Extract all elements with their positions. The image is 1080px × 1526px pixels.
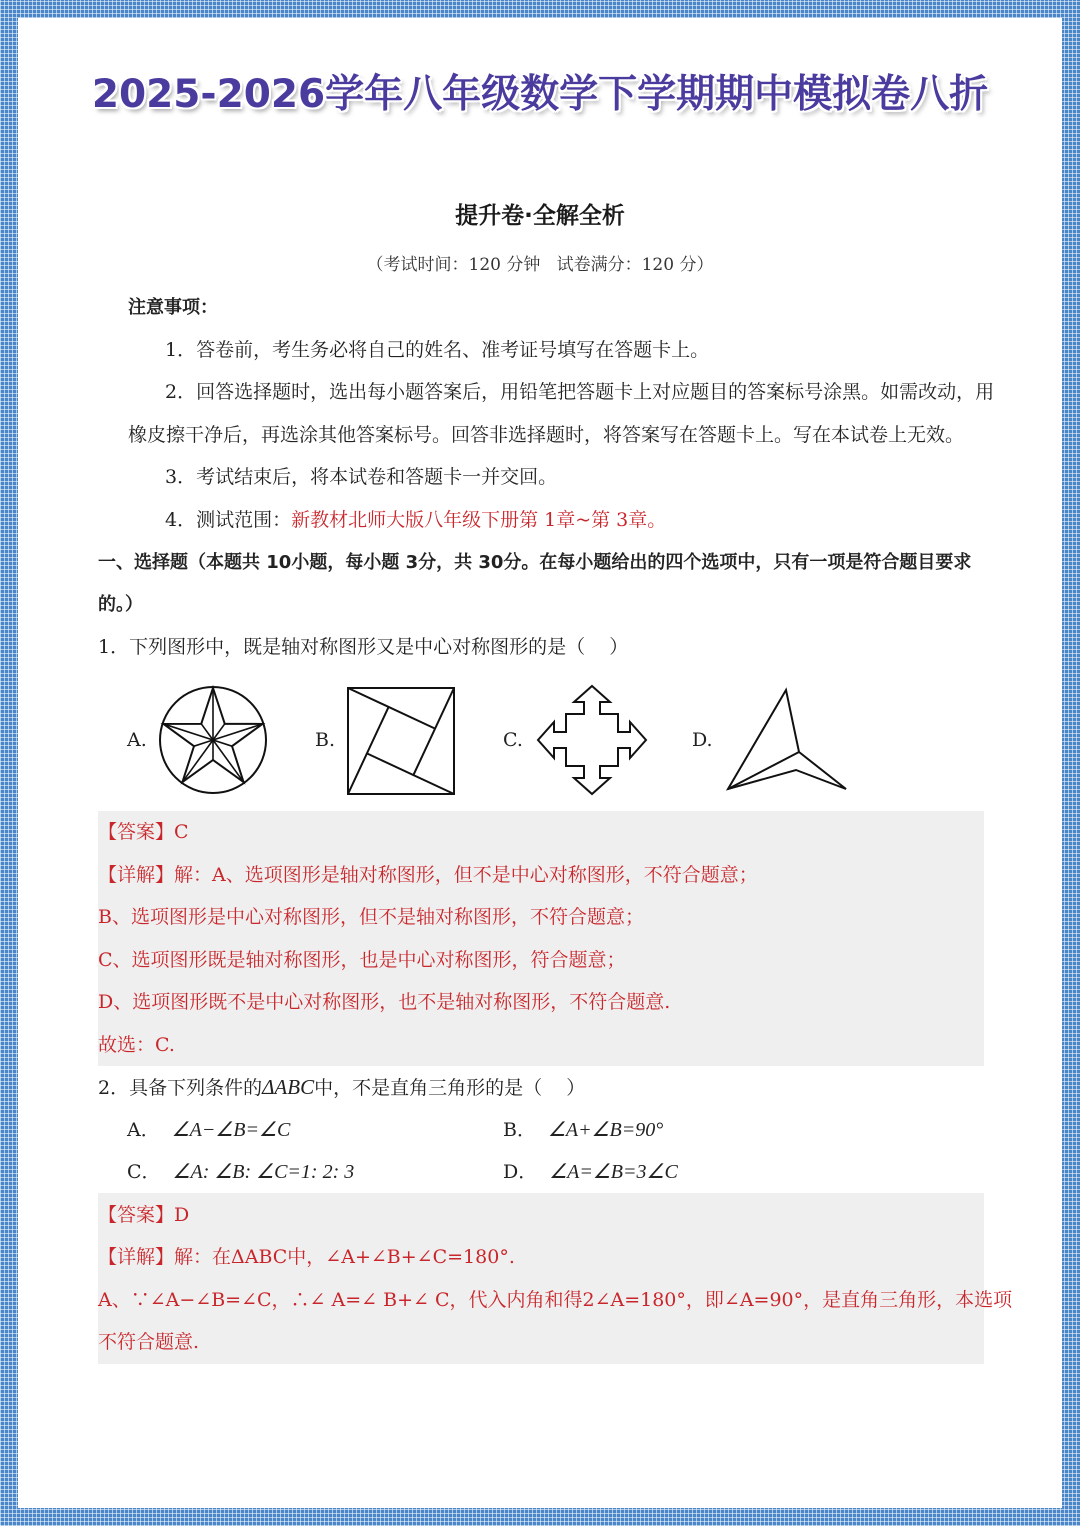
question-2-stem: [98, 1075, 585, 1100]
question-2-option-c: [127, 1160, 354, 1184]
option-text: ∠A: ∠B: ∠C=1: 2: 3: [172, 1161, 355, 1183]
question-2-option-b: [503, 1118, 663, 1142]
notice-item-1: 1．答卷前，考生务必将自己的姓名、准考证号填写在答题卡上。: [165, 339, 710, 361]
option-label: D．: [503, 1161, 538, 1183]
question-1-detail-line: B、选项图形是中心对称图形，但不是轴对称图形，不符合题意；: [98, 906, 644, 928]
figure-b-pinwheel-square: [348, 688, 454, 794]
option-label: B．: [503, 1119, 536, 1141]
section-heading-line-1: 一、选择题（本题共 10小题，每小题 3分，共 30分。在每小题给出的四个选项中，只有一项是符合题目要求: [98, 552, 972, 573]
answer-label: 【答案】: [98, 1204, 175, 1226]
option-text: ∠A−∠B=∠C: [171, 1119, 291, 1141]
notice-item-2-line-1: 2．回答选择题时，选出每小题答案后，用铅笔把答题卡上对应题目的答案标号涂黑。如需改动，用: [165, 381, 995, 403]
figure-c-four-arrow-cross: [538, 686, 646, 794]
question-2-detail-line: [98, 1245, 515, 1269]
question-2-answer: [98, 1203, 189, 1227]
question-2-detail-line: 不符合题意.: [98, 1331, 200, 1353]
question-2-stem-prefix: 2．具备下列条件的: [98, 1077, 263, 1099]
notice-item-4-prefix: 4．测试范围：: [165, 509, 292, 531]
question-2-stem-suffix: 中，不是直角三角形的是（ ）: [314, 1077, 586, 1099]
answer-value: D: [174, 1204, 190, 1226]
document-title: 2025-2026学年八年级数学下学期期中模拟卷八折: [91, 72, 989, 117]
figure-d-three-point-shape: [728, 690, 846, 789]
notice-heading: 注意事项：: [128, 297, 218, 318]
question-1-option-a-label: A.: [127, 729, 147, 751]
question-1-answer-block: [98, 811, 984, 1066]
option-label: C．: [127, 1161, 161, 1183]
detail-label: 【详解】: [98, 1246, 175, 1268]
notice-item-3: 3．考试结束后，将本试卷和答题卡一并交回。: [165, 466, 558, 488]
option-text: ∠A+∠B=90°: [547, 1119, 664, 1141]
question-2-answer-block: [98, 1193, 1013, 1364]
detail-text: 解：A、选项图形是轴对称图形，但不是中心对称图形，不符合题意；: [174, 864, 758, 886]
question-2-option-a: [127, 1118, 290, 1142]
question-1-answer: [98, 820, 189, 844]
option-text: ∠A=∠B=3∠C: [549, 1161, 678, 1183]
question-1-option-d-label: D.: [692, 729, 713, 751]
detail-text: 解：在ΔABC中，∠A+∠B+∠C=180°.: [174, 1246, 515, 1268]
figure-a-star-in-circle: [160, 687, 266, 793]
question-1-stem: 1．下列图形中，既是轴对称图形又是中心对称图形的是（ ）: [98, 636, 629, 658]
exam-info: （考试时间：120 分钟 试卷满分：120 分）: [366, 255, 714, 275]
answer-label: 【答案】: [98, 821, 175, 843]
document-subtitle: 提升卷·全解全析: [455, 203, 625, 229]
question-2-detail-line: A、∵∠A−∠B=∠C，∴∠ A=∠ B+∠ C，代入内角和得2∠A=180°，即∠A=90°，是直角三角形，本选项: [98, 1289, 1013, 1311]
answer-value: C: [174, 821, 189, 843]
question-1-detail-line: D、选项图形既不是中心对称图形，也不是轴对称图形，不符合题意.: [98, 991, 671, 1013]
question-2-triangle: ΔABC: [262, 1075, 315, 1099]
test-scope: 新教材北师大版八年级下册第 1章~第 3章。: [291, 509, 667, 531]
question-1-conclusion: 故选：C.: [98, 1034, 175, 1056]
detail-label: 【详解】: [98, 864, 175, 886]
question-1-option-c-label: C.: [503, 729, 523, 751]
option-label: A．: [127, 1119, 160, 1141]
question-1-figures: [18, 678, 1062, 808]
notice-item-2-line-2: 橡皮擦干净后，再选涂其他答案标号。回答非选择题时，将答案写在答题卡上。写在本试卷上无效。: [128, 424, 965, 446]
question-1-option-b-label: B.: [315, 729, 336, 751]
question-1-detail-line: C、选项图形既是轴对称图形，也是中心对称图形，符合题意；: [98, 949, 626, 971]
question-1-detail-line: [98, 863, 758, 887]
notice-item-4: [165, 508, 666, 532]
exam-page: [18, 18, 1062, 1508]
question-2-option-d: [503, 1160, 678, 1184]
section-heading-line-2: 的。）: [98, 594, 143, 615]
